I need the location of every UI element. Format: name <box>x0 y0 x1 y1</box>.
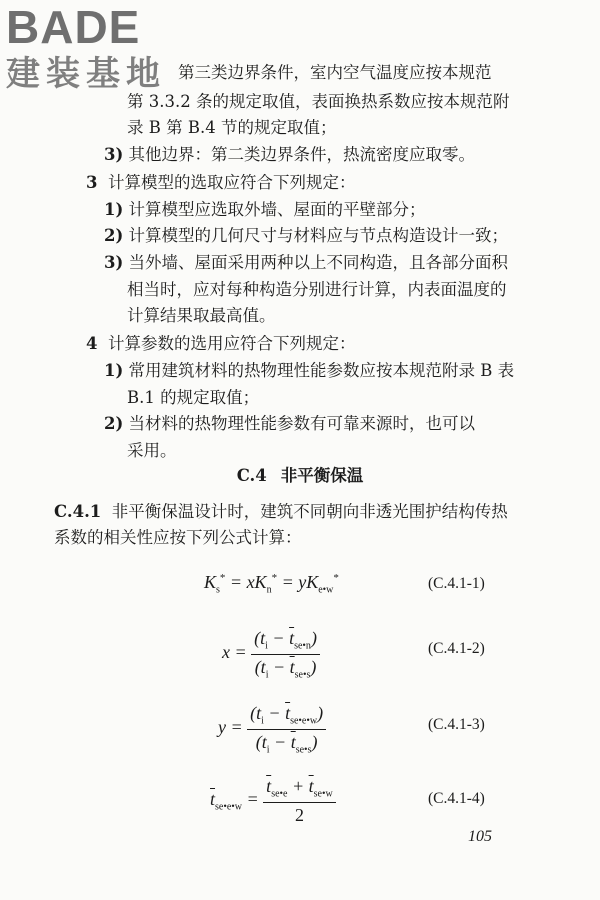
text-line: 4 计算参数的选用应符合下列规定： <box>86 334 356 353</box>
text-line: 1) 常用建筑材料的热物理性能参数应按本规范附录 B 表 <box>104 361 515 380</box>
formula-label: (C.4.1-2) <box>428 640 485 657</box>
text-line: 3) 当外墙、屋面采用两种以上不同构造，且各部分面积 <box>104 253 509 272</box>
formula-label: (C.4.1-4) <box>428 790 485 807</box>
text-line: 采用。 <box>127 441 177 460</box>
section-title: 非平衡保温 <box>280 466 364 485</box>
text-line: 第 3.3.2 条的规定取值，表面换热系数应按本规范附 <box>127 92 510 111</box>
section-label: C.4 <box>236 466 267 485</box>
formula-4: $\overline{t}_{se•e•w}$ = $\frac{\overline{t}_{se•e} + \overline{t}_{se•w}}{2}$ <box>210 776 336 826</box>
text-line: B.1 的规定取值； <box>127 388 260 407</box>
logo-text-en: BADE <box>6 1 141 53</box>
text-line: 2) 当材料的热物理性能参数有可靠来源时，也可以 <box>104 414 476 433</box>
section-heading <box>0 462 600 486</box>
formula-label: (C.4.1-1) <box>428 575 485 592</box>
text-line: 相当时，应对每种构造分别进行计算，内表面温度的 <box>127 280 507 299</box>
clause-line: C.4.1 非平衡保温设计时，建筑不同朝向非透光围护结构传热 <box>54 502 508 521</box>
formula-label: (C.4.1-3) <box>428 716 485 733</box>
watermark-logo <box>6 1 178 100</box>
logo-text-cn: 建装基地 <box>6 54 166 94</box>
text-line: 第三类边界条件，室内空气温度应按本规范 <box>178 63 492 82</box>
formula-3: y = $\frac{(t_i - \overline{t}_{se•e•w})}{(t_i - \overline{t}_{se•s})}$ <box>218 703 326 755</box>
formula-2: x = $\frac{(t_i - \overline{t}_{se•n})}{(t_i - \overline{t}_{se•s})}$ <box>222 628 320 680</box>
text-line: 计算结果取最高值。 <box>127 306 276 325</box>
page-number: 105 <box>468 828 492 845</box>
text-line: 2) 计算模型的几何尺寸与材料应与节点构造设计一致； <box>104 226 509 245</box>
text-line: 3 计算模型的选取应符合下列规定： <box>86 173 356 192</box>
clause-number: C.4.1 <box>54 502 102 521</box>
formula-1: $K_s^* = xK_n^* = yK_{e•w}^*$ <box>204 572 339 596</box>
text-line: 1) 计算模型应选取外墙、屋面的平壁部分； <box>104 200 426 219</box>
text-line: 录 B 第 B.4 节的规定取值； <box>127 118 337 137</box>
text-line: 3) 其他边界：第二类边界条件，热流密度应取零。 <box>104 145 476 164</box>
clause-line: 系数的相关性应按下列公式计算： <box>54 528 302 547</box>
